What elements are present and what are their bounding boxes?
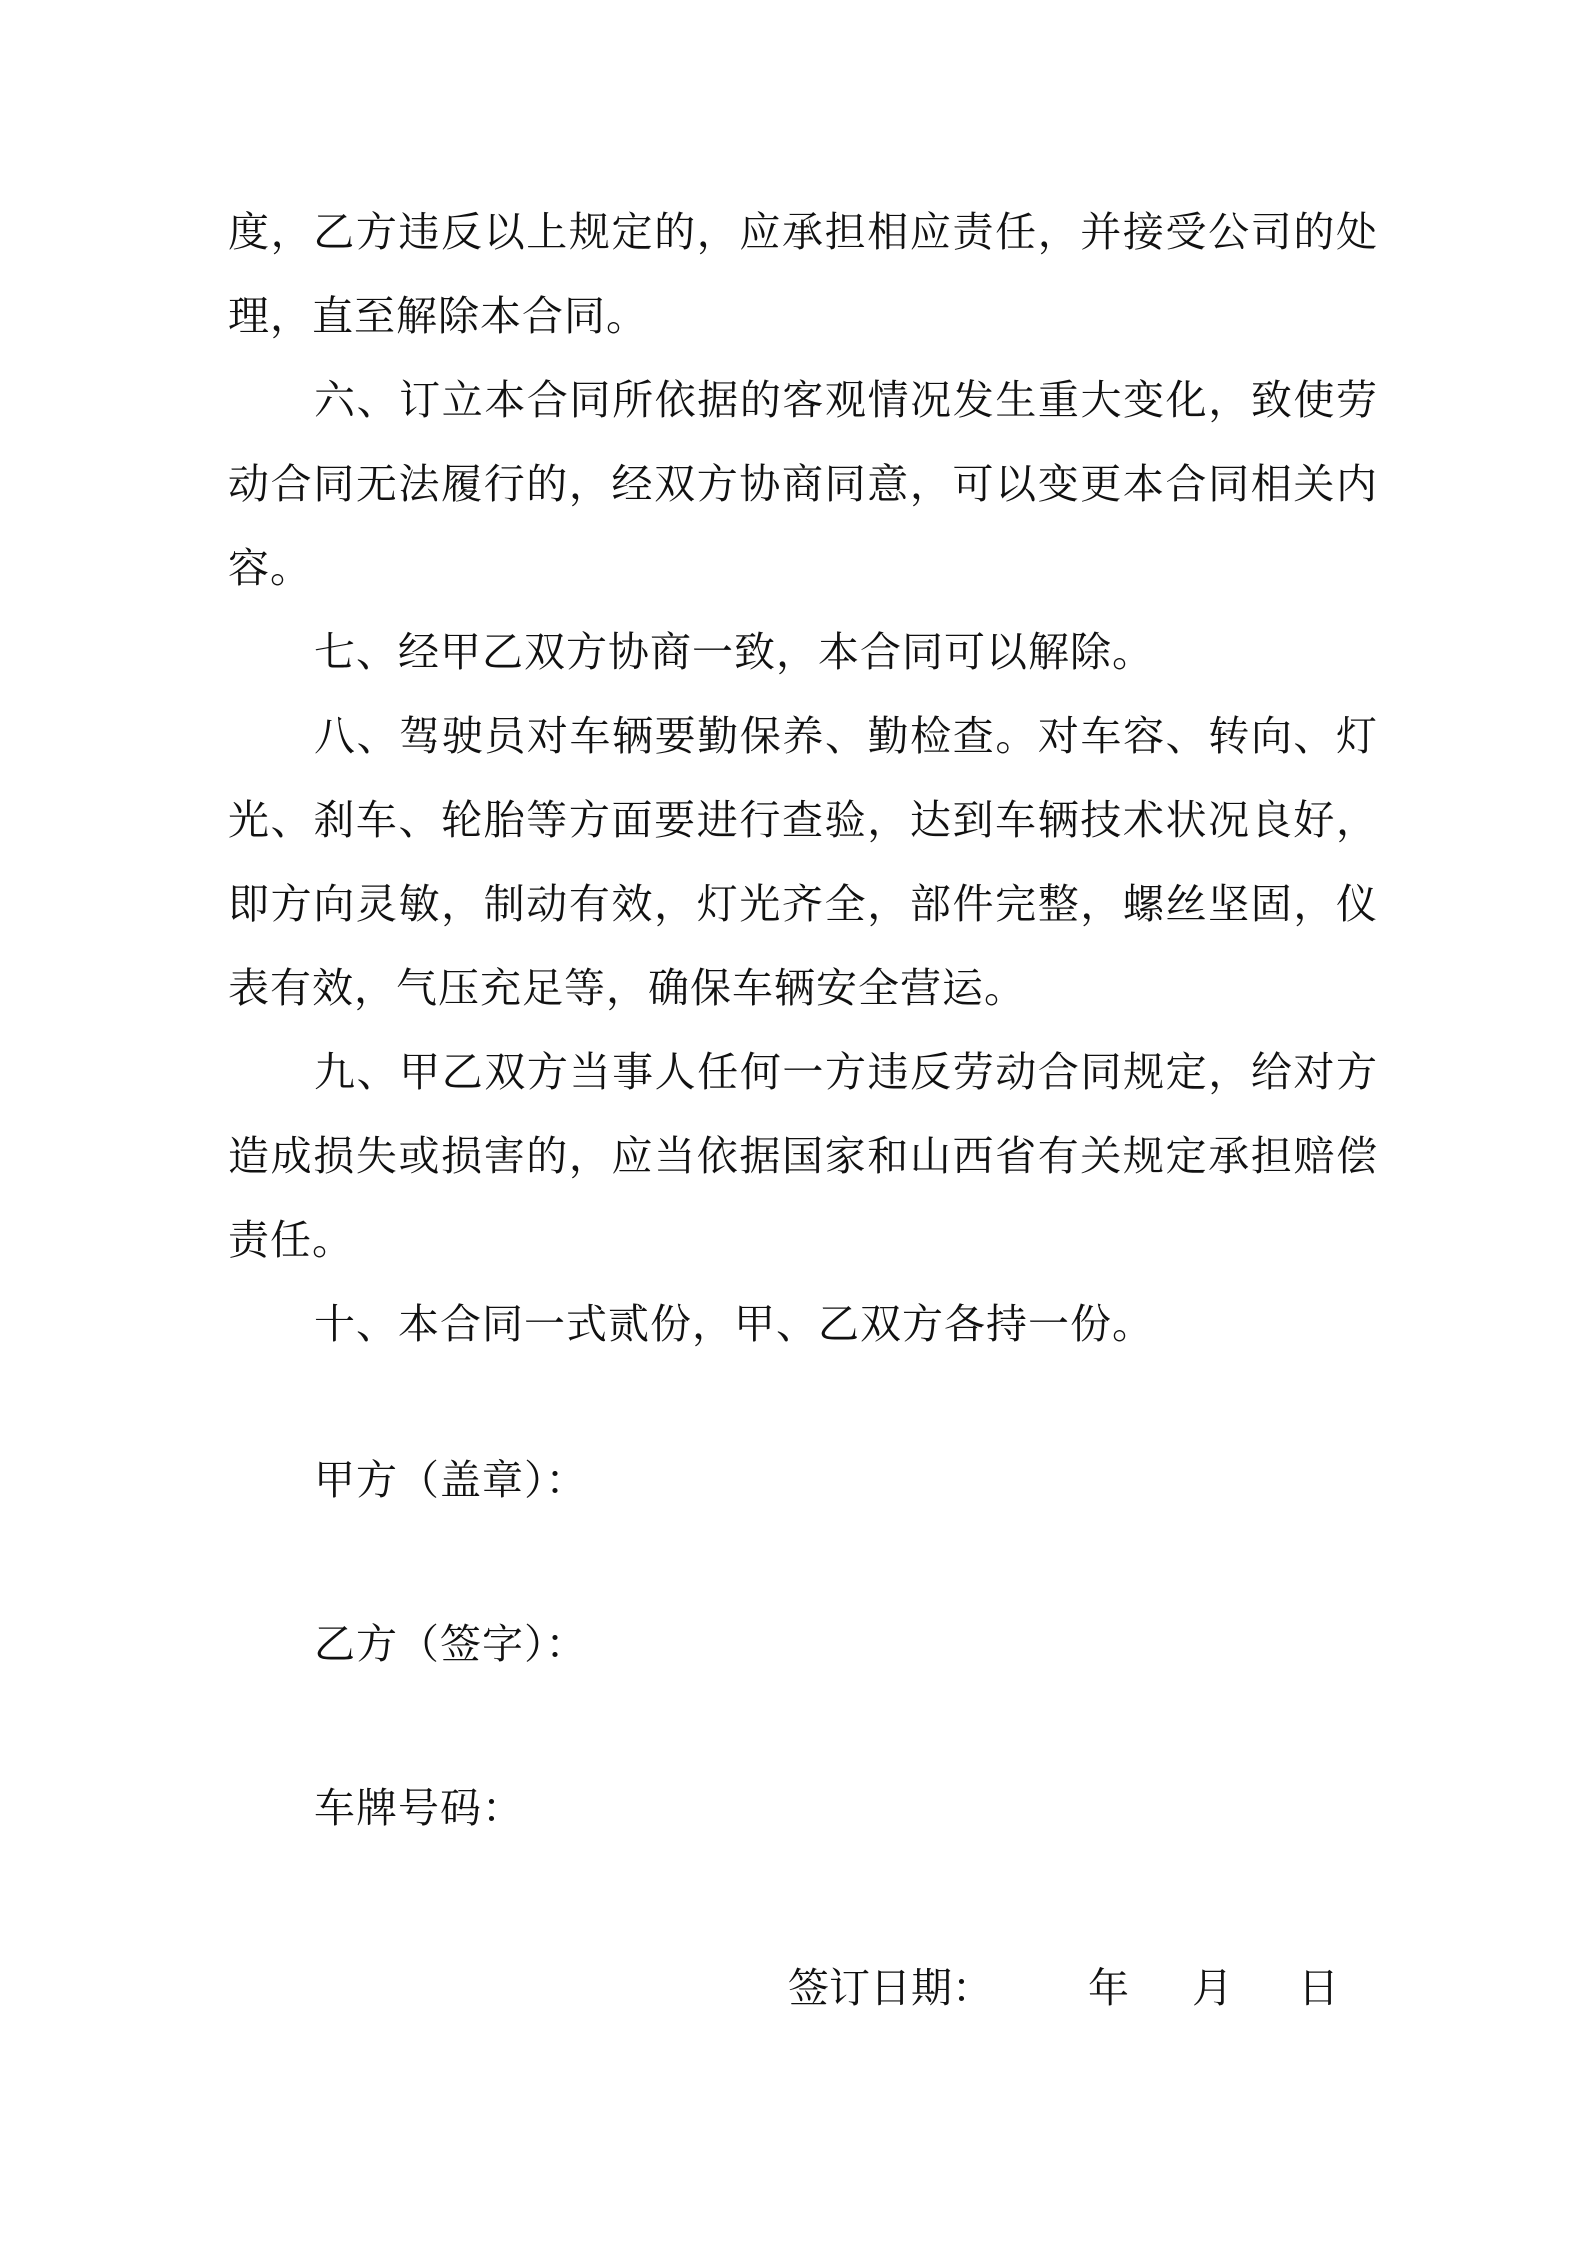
paragraph-clause-9: 九、甲乙双方当事人任何一方违反劳动合同规定，给对方造成损失或损害的，应当依据国家和山西省有关规定承担赔偿责任。 [228,1048,1378,1264]
date-month-label: 月 [1192,1964,1233,2012]
paragraph-clause-7: 七、经甲乙双方协商一致，本合同可以解除。 [314,628,1154,676]
paragraph-clause-6: 六、订立本合同所依据的客观情况发生重大变化，致使劳动合同无法履行的，经双方协商同意，可以变更本合同相关内容。 [228,376,1378,592]
signing-date-label: 签订日期： [788,1964,993,2012]
party-a-seal-label: 甲方（盖章）： [314,1456,588,1504]
party-b-signature-label: 乙方（签字）： [314,1620,588,1668]
date-year-label: 年 [1088,1964,1129,2012]
date-day-label: 日 [1298,1964,1339,2012]
paragraph-continuation: 度，乙方违反以上规定的，应承担相应责任，并接受公司的处理，直至解除本合同。 [228,208,1378,340]
paragraph-clause-10: 十、本合同一式贰份，甲、乙双方各持一份。 [314,1300,1154,1348]
paragraph-clause-8: 八、驾驶员对车辆要勤保养、勤检查。对车容、转向、灯光、刹车、轮胎等方面要进行查验，达到车辆技术状况良好，即方向灵敏，制动有效，灯光齐全，部件完整，螺丝坚固，仪表有效，气压充足等，确保车辆安全营运。 [228,712,1378,1012]
contract-body [228,190,1378,1366]
plate-number-label: 车牌号码： [314,1784,524,1832]
